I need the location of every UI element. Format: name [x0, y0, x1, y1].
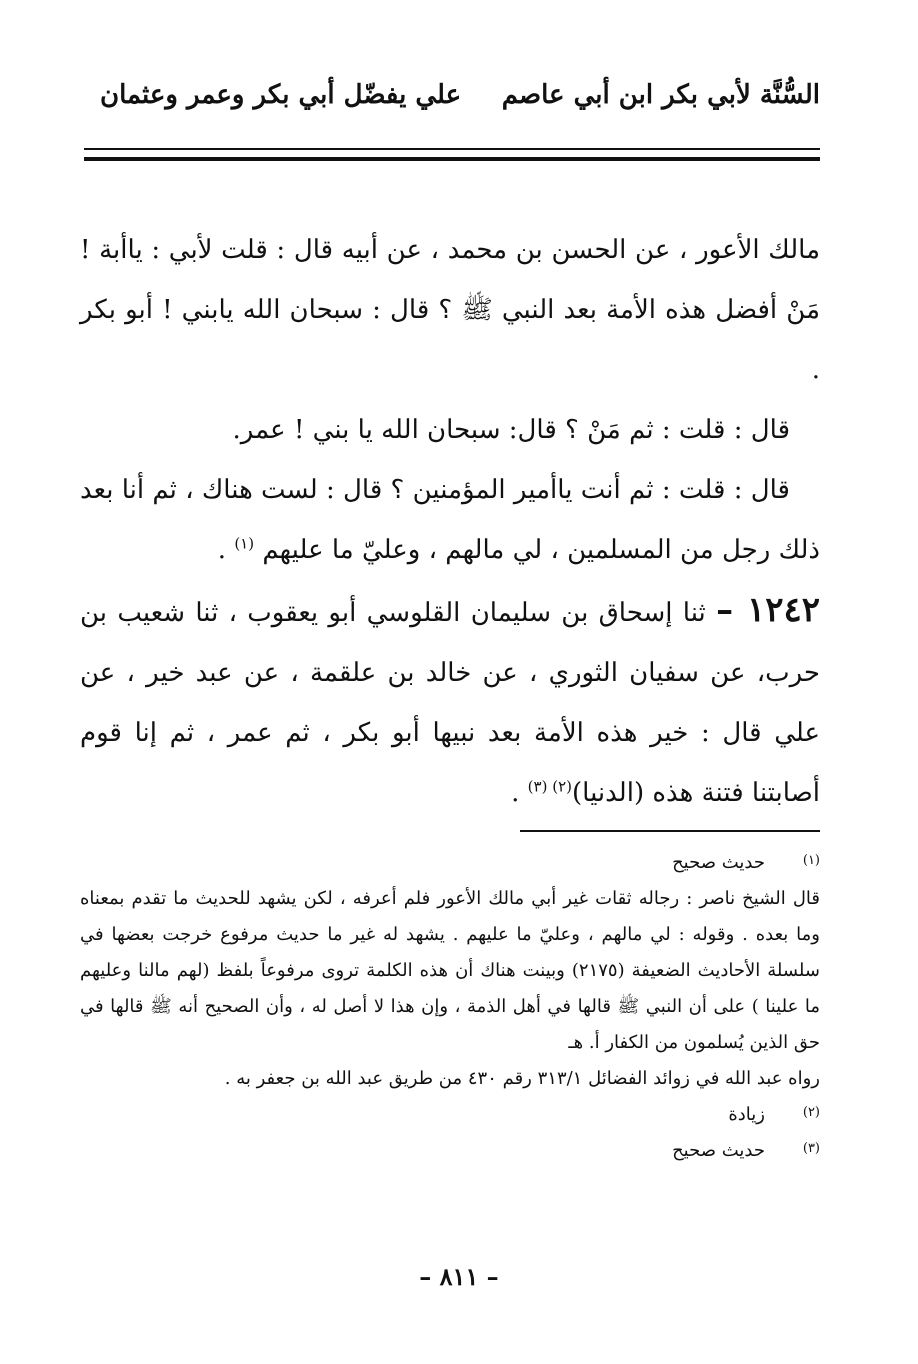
paragraph-3 — [80, 460, 820, 580]
footnote-3-text: حديث صحيح — [672, 1140, 765, 1161]
footnote-3 — [80, 1133, 820, 1169]
footnote-3-marker: (٣) — [802, 1141, 820, 1156]
footnote-2 — [80, 1097, 820, 1133]
footnote-ref-2-3: (٢) (٣) — [527, 777, 572, 796]
paragraph-3-text: قال : قلت : ثم أنت ياأمير المؤمنين ؟ قال : لست هناك ، ثم أنا بعد ذلك رجل من المسلمين ، لي مالهم ، وعليّ ما عليهم — [80, 475, 820, 565]
footnote-1-marker: (١) — [802, 853, 820, 868]
paragraph-4 — [80, 580, 820, 823]
running-header — [100, 80, 820, 120]
footnote-separator — [520, 830, 820, 832]
footnote-1-body-1: قال الشيخ ناصر : رجاله ثقات غير أبي مالك الأعور فلم أعرفه ، لكن يشهد للحديث ما تقدم بمعناه وما بعده . وقوله : لي مالهم ، وعليّ ما عليهم . يشهد له غير ما حديث مرفوع خرجت بعضها في سلسلة الأحاديث الضعيفة (٢١٧٥) وبينت هناك أن هذه الكلمة تروى مرفوعاً بلفظ (لهم مالنا وعليهم ما علينا ) على أن النبي ﷺ قالها في أهل الذمة ، وإن هذا لا أصل له ، وأن الصحيح أنه ﷺ قالها في حق الذين يُسلمون من الكفار أ. هـ — [80, 888, 820, 1053]
paragraph-4-end: . — [511, 778, 528, 808]
paragraph-3-end: . — [217, 535, 235, 565]
header-rule-thick — [84, 157, 820, 161]
hadith-number: ١٢٤٢ – — [716, 590, 820, 630]
paragraph-1: مالك الأعور ، عن الحسن بن محمد ، عن أبيه قال : قلت لأبي : ياأبة ! مَنْ أفضل هذه الأمة بعد النبي ﷺ ؟ قال : سبحان الله يابني ! أبو بكر . — [80, 235, 820, 385]
main-text — [80, 220, 820, 823]
page-number: – ٨١١ – — [419, 1262, 499, 1291]
footnote-1-heading — [80, 845, 820, 881]
book-title: السُّنَّة لأبي بكر ابن أبي عاصم — [501, 80, 820, 110]
section-title: علي يفضّل أبي بكر وعمر وعثمان — [100, 80, 462, 110]
footnotes — [80, 845, 820, 1169]
header-rule-thin — [84, 148, 820, 150]
footnote-ref-1: (١) — [234, 534, 255, 553]
footnote-2-marker: (٢) — [802, 1105, 820, 1120]
footnote-2-text: زيادة — [728, 1104, 765, 1125]
paragraph-2: قال : قلت : ثم مَنْ ؟ قال: سبحان الله يا بني ! عمر. — [232, 415, 790, 445]
footnote-1-text: حديث صحيح — [672, 852, 765, 873]
footnote-1-body-2: رواه عبد الله في زوائد الفضائل ٣١٣/١ رقم ٤٣٠ من طريق عبد الله بن جعفر به . — [224, 1068, 820, 1089]
paragraph-4-text: ثنا إسحاق بن سليمان القلوسي أبو يعقوب ، ثنا شعيب بن حرب، عن سفيان الثوري ، عن خالد بن علقمة ، عن عبد خير ، عن علي قال : خير هذه الأمة بعد نبيها أبو بكر ، ثم عمر ، ثم إنا قوم أصابتنا فتنة هذه (الدنيا) — [80, 598, 820, 808]
